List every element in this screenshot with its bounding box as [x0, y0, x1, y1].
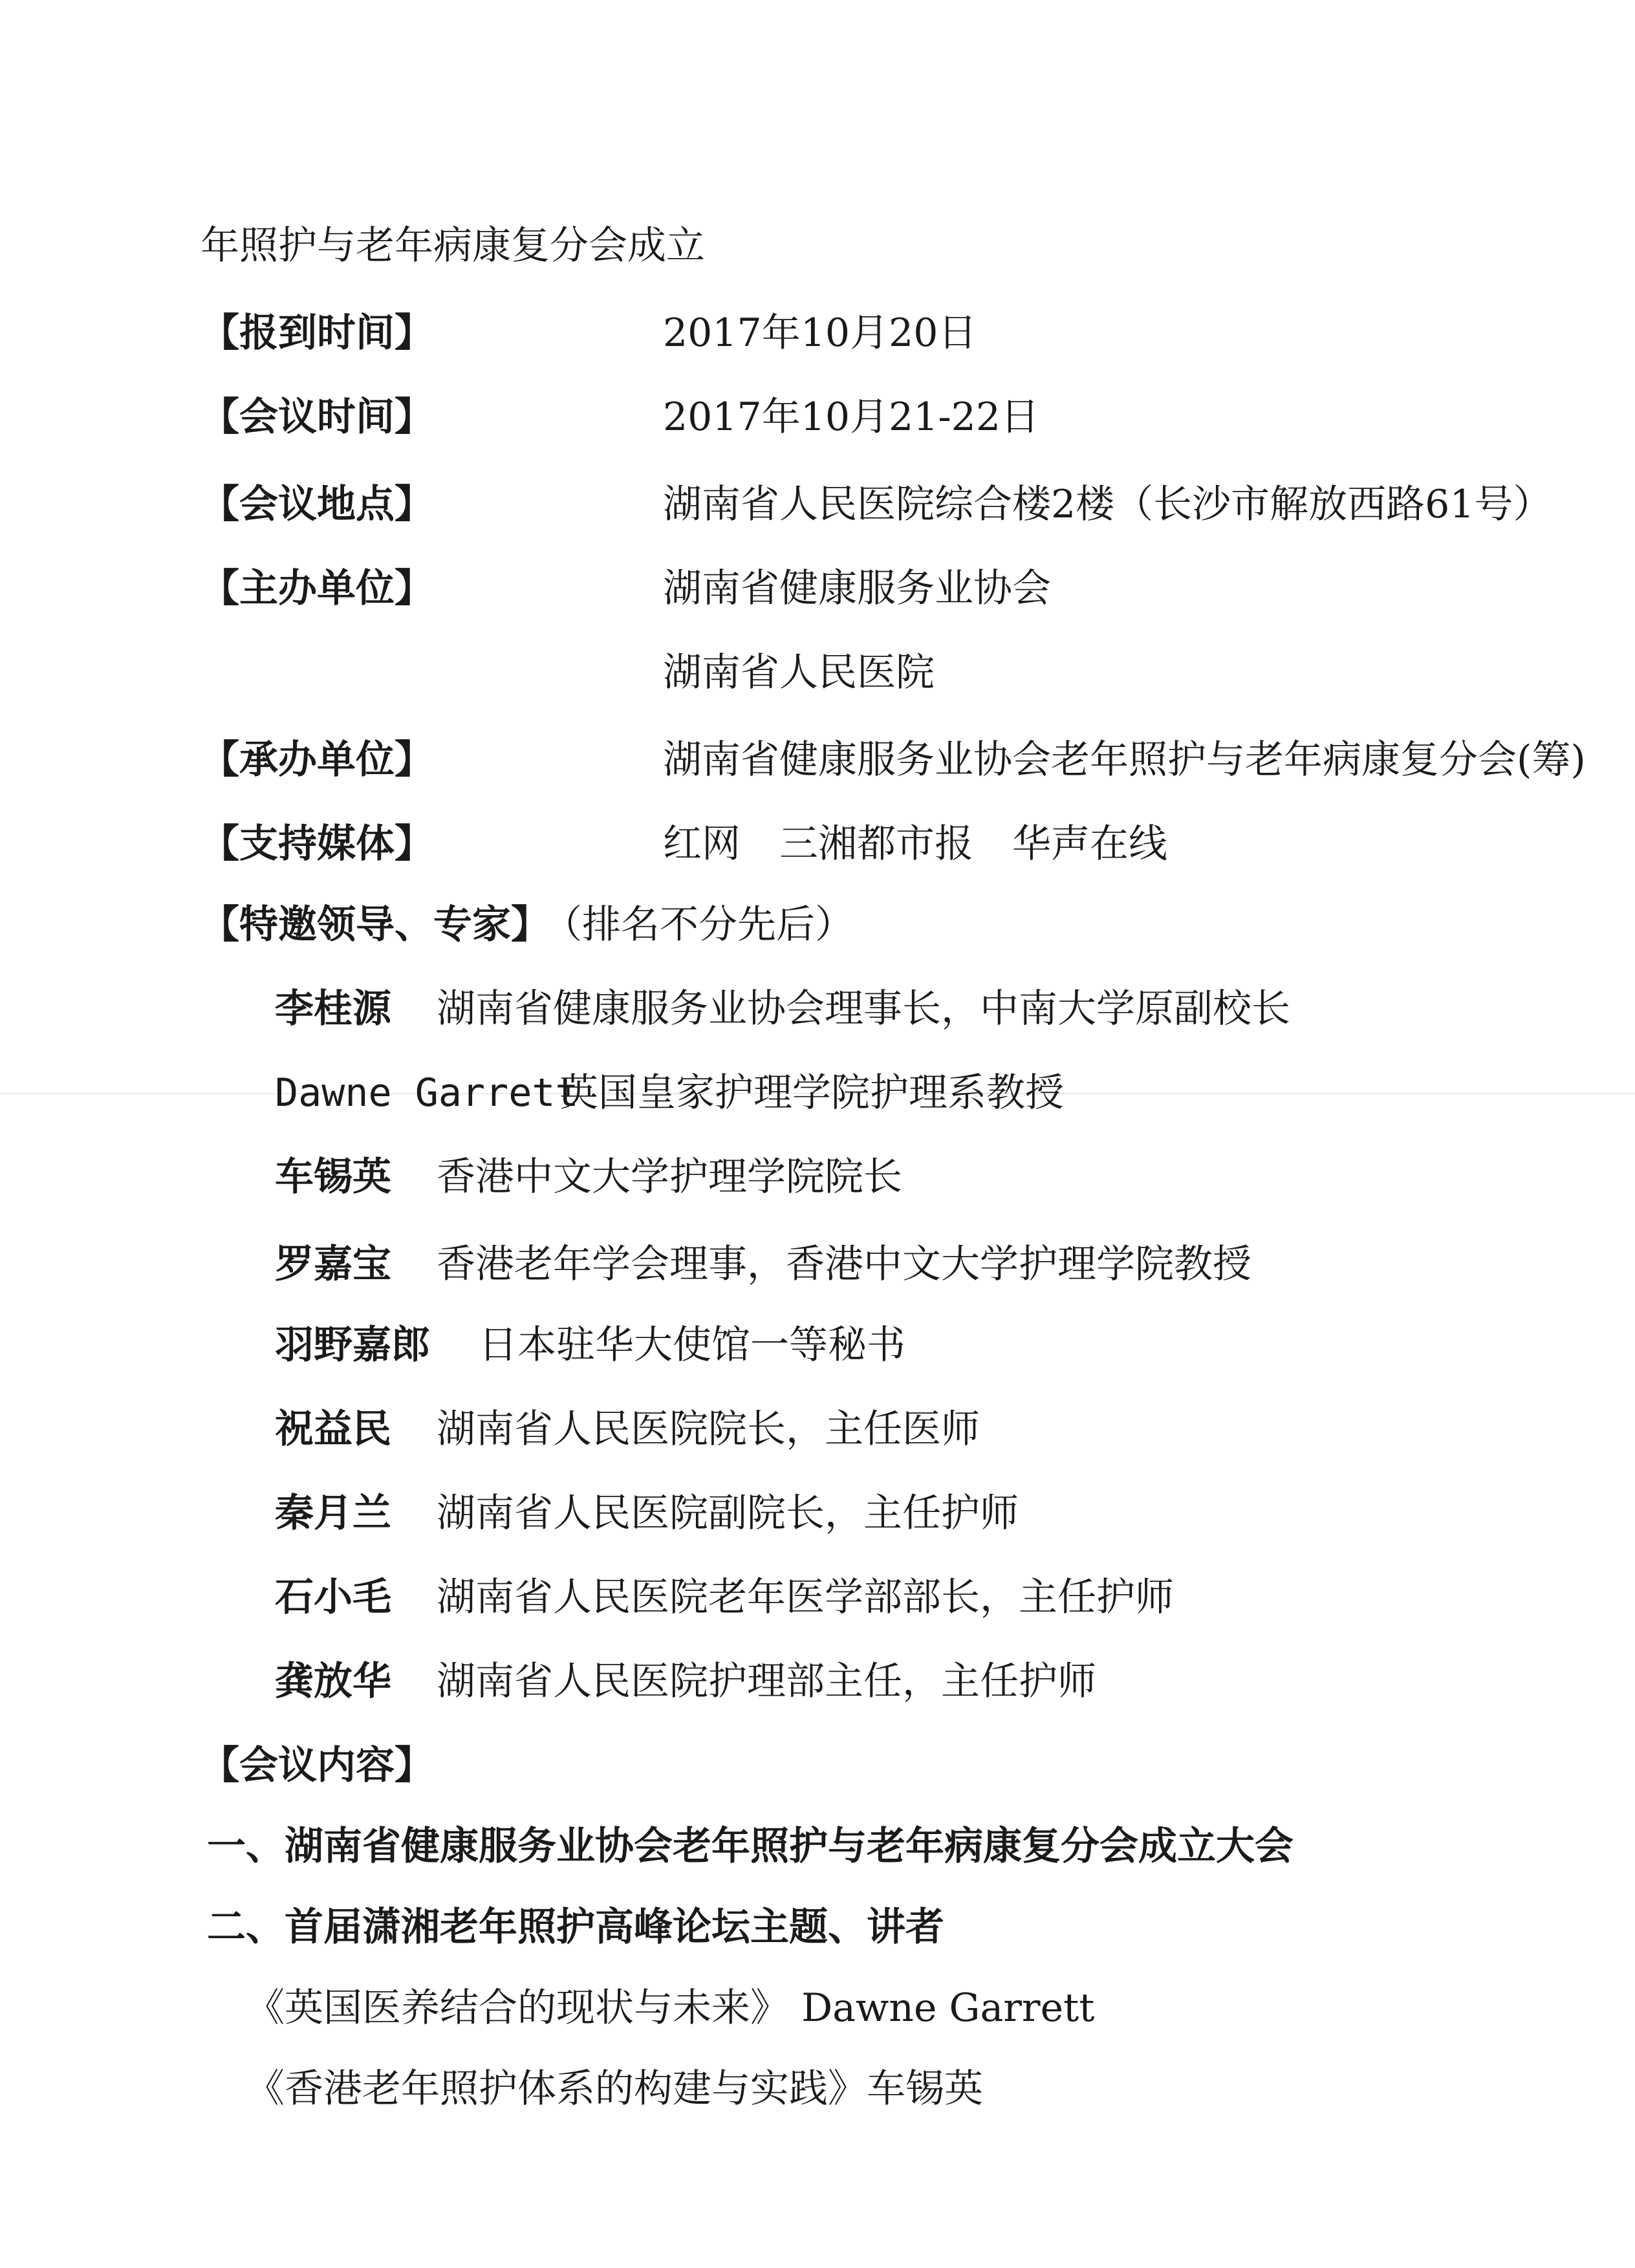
guest-title: 湖南省人民医院副院长，主任护师 — [437, 1491, 1019, 1536]
info-value: 2017年10月21-22日 — [663, 394, 1040, 440]
info-label: 【报到时间】 — [200, 310, 433, 356]
guest-name: 罗嘉宝 — [275, 1242, 391, 1287]
guest-title: 湖南省人民医院院长，主任医师 — [437, 1407, 980, 1452]
guest-title: 香港老年学会理事，香港中文大学护理学院教授 — [437, 1242, 1251, 1287]
guest-name: 秦月兰 — [275, 1491, 391, 1536]
info-label: 【主办单位】 — [200, 566, 433, 611]
guest-title: 英国皇家护理学院护理系教授 — [559, 1070, 1064, 1116]
info-label: 【会议时间】 — [200, 394, 433, 440]
guest-name: 羽野嘉郎 — [275, 1323, 430, 1368]
info-label: 【支持媒体】 — [200, 821, 433, 867]
talk-item: 《香港老年照护体系的构建与实践》车锡英 — [246, 2066, 983, 2111]
info-row-organizer — [200, 563, 1494, 614]
guest-name: 祝益民 — [275, 1407, 391, 1452]
guest-title: 湖南省人民医院老年医学部部长，主任护师 — [437, 1575, 1174, 1620]
info-row-meeting-time — [200, 391, 1494, 443]
guests-heading-label: 【特邀领导、专家】 — [200, 902, 550, 947]
info-value: 湖南省健康服务业协会老年照护与老年病康复分会(筹) — [663, 737, 1586, 783]
guest-title: 湖南省健康服务业协会理事长，中南大学原副校长 — [437, 986, 1290, 1031]
guest-title: 香港中文大学护理学院院长 — [437, 1154, 902, 1200]
guest-name: 李桂源 — [275, 986, 391, 1031]
guest-title: 日本驻华大使馆一等秘书 — [479, 1323, 905, 1368]
info-value: 湖南省人民医院综合楼2楼（长沙市解放西路61号） — [663, 482, 1552, 527]
info-row-venue — [200, 479, 1552, 530]
content-item: 一、湖南省健康服务业协会老年照护与老年病康复分会成立大会 — [207, 1824, 1294, 1869]
guest-name: 石小毛 — [275, 1575, 391, 1620]
content-heading: 【会议内容】 — [200, 1743, 433, 1788]
talk-item: 《英国医养结合的现状与未来》 Dawne Garrett — [246, 1985, 1095, 2031]
guest-title: 湖南省人民医院护理部主任，主任护师 — [437, 1659, 1096, 1704]
info-value: 湖南省人民医院 — [663, 650, 935, 695]
info-row-host — [200, 734, 1586, 786]
content-item: 二、首届潇湘老年照护高峰论坛主题、讲者 — [207, 1905, 944, 1950]
info-value: 2017年10月20日 — [663, 310, 977, 356]
info-value: 湖南省健康服务业协会 — [663, 566, 1051, 611]
guest-name: 龚放华 — [275, 1659, 391, 1704]
info-label: 【会议地点】 — [200, 482, 433, 527]
info-row-registration — [200, 307, 1494, 359]
guest-name: Dawne Garrett — [275, 1070, 579, 1116]
guest-name: 车锡英 — [275, 1154, 391, 1200]
intro-fragment: 年照护与老年病康复分会成立 — [200, 223, 705, 268]
info-value: 红网 三湘都市报 华声在线 — [663, 821, 1167, 867]
info-label: 【承办单位】 — [200, 737, 433, 783]
guests-heading — [200, 899, 854, 951]
info-row-media — [200, 818, 1494, 870]
guests-heading-note: （排名不分先后） — [563, 902, 854, 947]
